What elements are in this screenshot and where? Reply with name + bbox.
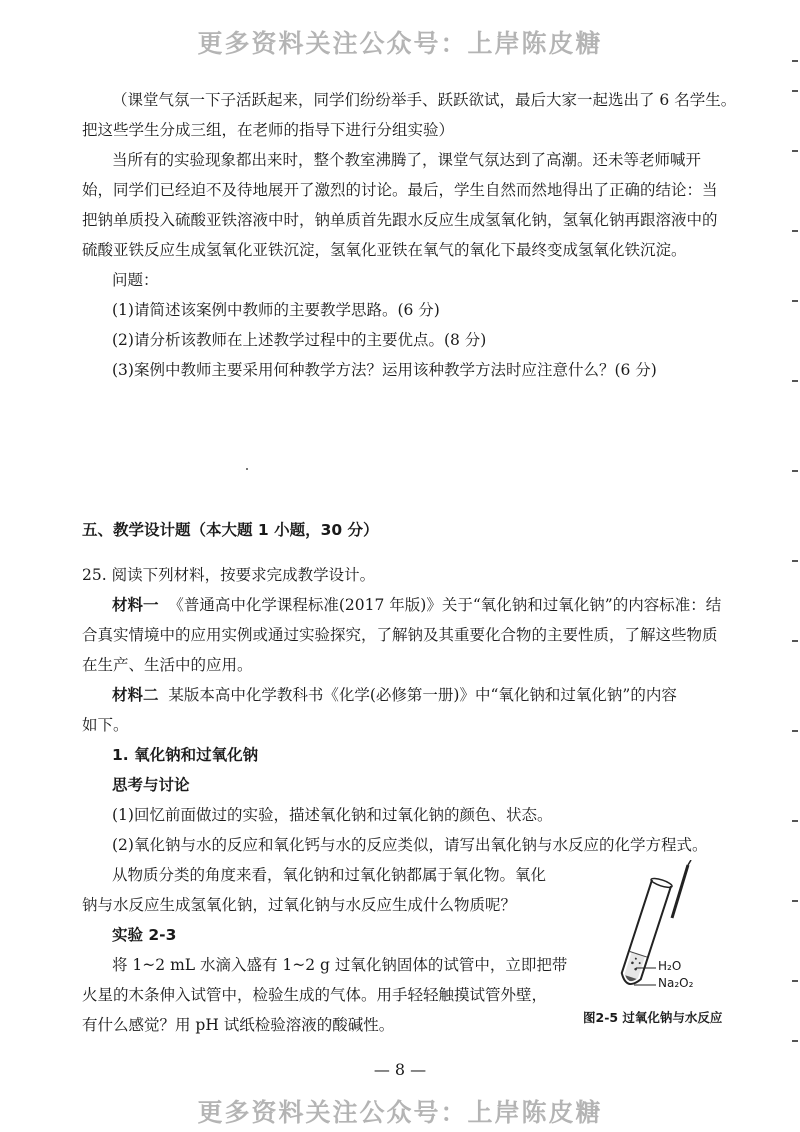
material1-text-1: 《普通高中化学课程标准(2017 年版)》关于“氧化钠和过氧化钠”的内容标准：结	[168, 596, 722, 614]
question-25: 25. 阅读下列材料，按要求完成教学设计。	[82, 566, 376, 584]
case-para2-line4: 硫酸亚铁反应生成氢氧化亚铁沉淀，氢氧化亚铁在氧气的氧化下最终变成氢氧化铁沉淀。	[82, 241, 687, 259]
watermark-top: 更多资料关注公众号：上岸陈皮糖	[197, 29, 603, 58]
material2-line1	[112, 685, 677, 705]
figure-caption: 图2-5 过氧化钠与水反应	[583, 1010, 723, 1025]
experiment-line2: 火星的木条伸入试管中，检验生成的气体。用手轻轻触摸试管外壁，	[82, 986, 548, 1004]
case-para2-line2: 始，同学们已经迫不及待地展开了激烈的讨论。最后，学生自然而然地得出了正确的结论：当	[82, 181, 718, 199]
think-discuss-title: 思考与讨论	[112, 776, 190, 794]
question-heading: 问题：	[112, 271, 159, 289]
figure-test-tube	[598, 860, 748, 1010]
material2-line2: 如下。	[82, 716, 129, 734]
think-item-1: (1)回忆前面做过的实验，描述氧化钠和过氧化钠的颜色、状态。	[112, 806, 553, 824]
case-para1-line1: （课堂气氛一下子活跃起来，同学们纷纷举手、跃跃欲试，最后大家一起选出了 6 名学生。	[112, 91, 737, 109]
experiment-title: 实验 2-3	[112, 926, 177, 944]
case-para2-line1: 当所有的实验现象都出来时，整个教室沸腾了，课堂气氛达到了高潮。还未等老师喊开	[112, 151, 702, 169]
material1-line3: 在生产、生活中的应用。	[82, 656, 253, 674]
binding-edge	[786, 0, 798, 1132]
material1-line1	[112, 595, 721, 615]
think-item-2: (2)氧化钠与水的反应和氧化钙与水的反应类似，请写出氧化钠与水反应的化学方程式。	[112, 836, 708, 854]
question-1: (1)请简述该案例中教师的主要教学思路。(6 分)	[112, 301, 440, 319]
experiment-line1: 将 1~2 mL 水滴入盛有 1~2 g 过氧化钠固体的试管中，立即把带	[112, 956, 568, 974]
material1-line2: 合真实情境中的应用实例或通过实验探究，了解钠及其重要化合物的主要性质，了解这些物质	[82, 626, 718, 644]
splint-tip	[688, 860, 691, 865]
case-para1-line2: 把这些学生分成三组，在老师的指导下进行分组实验）	[82, 121, 455, 139]
scan-speck	[246, 468, 248, 470]
label-h2o: H₂O	[658, 959, 682, 973]
textbook-para-line1: 从物质分类的角度来看，氧化钠和过氧化钠都属于氧化物。氧化	[112, 866, 547, 884]
case-para2-line3: 把钠单质投入硫酸亚铁溶液中时，钠单质首先跟水反应生成氢氧化钠，氢氧化钠再跟溶液中的	[82, 211, 718, 229]
experiment-line3: 有什么感觉？用 pH 试纸检验溶液的酸碱性。	[82, 1016, 395, 1034]
material1-label: 材料一	[112, 596, 159, 614]
question-2: (2)请分析该教师在上述教学过程中的主要优点。(8 分)	[112, 331, 487, 349]
material2-label: 材料二	[112, 686, 159, 704]
splint	[672, 865, 688, 918]
subsection-title: 1. 氧化钠和过氧化钠	[112, 746, 259, 764]
section5-heading: 五、教学设计题（本大题 1 小题，30 分）	[82, 521, 379, 539]
material2-text-1: 某版本高中化学教科书《化学(必修第一册)》中“氧化钠和过氧化钠”的内容	[168, 686, 677, 704]
watermark-bottom: 更多资料关注公众号：上岸陈皮糖	[197, 1098, 603, 1127]
textbook-para-line2: 钠与水反应生成氢氧化钠，过氧化钠与水反应生成什么物质呢？	[82, 896, 517, 914]
question-3: (3)案例中教师主要采用何种教学方法？运用该种教学方法时应注意什么？(6 分)	[112, 361, 657, 379]
page-number: — 8 —	[373, 1060, 427, 1079]
label-na2o2: Na₂O₂	[658, 976, 694, 990]
